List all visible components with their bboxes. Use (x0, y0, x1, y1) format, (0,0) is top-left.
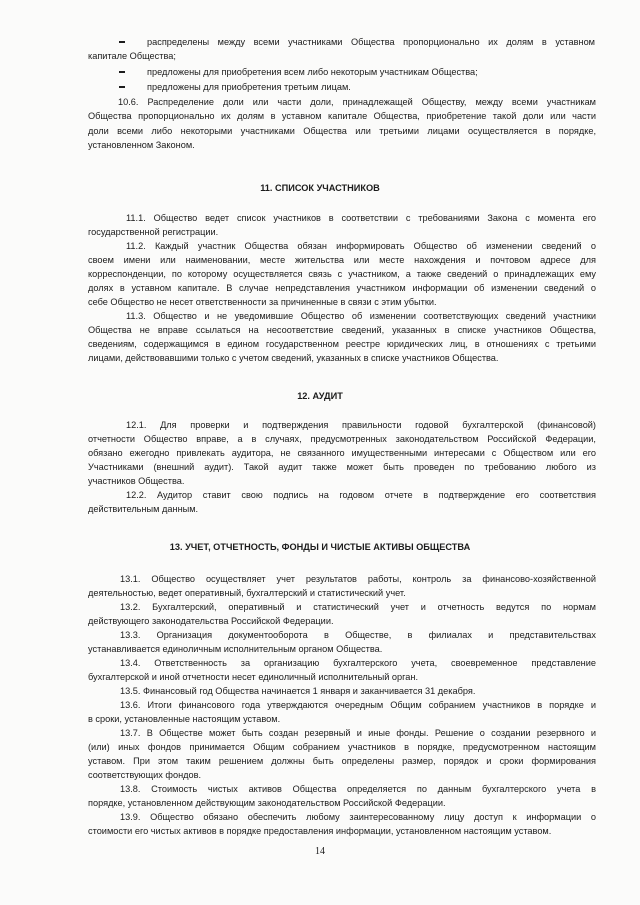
text-line: 12.2. Аудитор ставит свою подпись на годовом отчете в подтверждение его соответствия (126, 490, 596, 500)
bullet-dash (119, 41, 125, 43)
text-line: доли всеми либо некоторыми участниками Общества или третьими лицами осуществляется в порядке, (88, 126, 596, 136)
text-line: 13.9. Общество обязано обеспечить любому заинтересованному лицу доступ к информации о (120, 812, 596, 822)
text-line: государственной регистрации. (88, 227, 219, 237)
text-line: долях в уставном капитале. В случае непредставления участником информации об изменении сведений о (88, 283, 596, 293)
text-line: соответствующих фондов. (88, 770, 202, 780)
section-heading: 11. СПИСОК УЧАСТНИКОВ (260, 183, 380, 193)
section-heading: 13. УЧЕТ, ОТЧЕТНОСТЬ, ФОНДЫ И ЧИСТЫЕ АКТИВЫ ОБЩЕСТВА (169, 542, 471, 552)
bullet-dash (119, 86, 125, 88)
text-line: 12.1. Для проверки и подтверждения правильности годовой бухгалтерской (финансовой) (126, 420, 596, 430)
text-line: 13.1. Общество осуществляет учет результатов работы, контроль за финансово-хозяйственной (120, 574, 596, 584)
section-heading: 12. АУДИТ (297, 391, 343, 401)
bullet-dash (119, 71, 125, 73)
text-line: уставом. При этом таким решением должны быть определены размер, порядок и сроки формирования (88, 756, 596, 766)
text-line: 11.1. Общество ведет список участников в соответствии с требованиями Закона с момента его (126, 213, 596, 223)
text-line: 13.5. Финансовый год Общества начинается 1 января и заканчивается 31 декабря. (120, 686, 476, 696)
text-line: лицами, действовавшими только с учетом сведений, указанных в списке участников Общества. (88, 353, 499, 363)
text-line: отчетности Общество вправе, а в случаях, предусмотренных законодательством Российской Федерации, (88, 434, 596, 444)
text-line: Участниками (внешний аудит). Такой аудит также может быть проведен по требованию любого из (88, 462, 596, 472)
text-line: предложены для приобретения всем либо некоторым участникам Общества; (147, 67, 478, 77)
text-line: порядке, установленном действующим законодательством Российской Федерации. (88, 798, 446, 808)
text-line: устанавливается единоличным исполнительным органом Общества. (88, 644, 383, 654)
text-line: Общества пропорционально их долям в уставном капитале Общества, приобретение такой доли или части (88, 111, 596, 121)
text-line: корреспонденции, по которому осуществляется связь с участником, а также сведений о принадлежащих ему (88, 269, 596, 279)
text-line: 13.3. Организация документооборота в Обществе, в филиалах и представительствах (120, 630, 596, 640)
text-line: обязано ежегодно привлекать аудитора, не связанного имущественными интересами с Обществом или его (88, 448, 596, 458)
text-line: 13.2. Бухгалтерский, оперативный и статистический учет и отчетность ведутся по нормам (120, 602, 596, 612)
text-line: капитале Общества; (88, 51, 176, 61)
text-line: предложены для приобретения третьим лицам. (147, 82, 351, 92)
text-line: 13.4. Ответственность за организацию бухгалтерского учета, своевременное представление (120, 658, 596, 668)
text-line: Общества не вправе ссылаться на несоответствие сведений, указанных в списке участников Общества, (88, 325, 596, 335)
text-line: сведениям, содержащимся в едином государственном реестре юридических лиц, в отношениях с третьими (88, 339, 596, 349)
text-line: деятельностью, ведет оперативный, бухгалтерский и статистический учет. (88, 588, 406, 598)
text-line: себе Общество не несет ответственности за причиненные в связи с этим убытки. (88, 297, 437, 307)
text-line: действительным данным. (88, 504, 199, 514)
text-line: 10.6. Распределение доли или части доли, принадлежащей Обществу, между всеми участникам (118, 97, 596, 107)
text-line: (или) иных фондов принимается Общим собранием участников в порядке, предусмотренном настоящим (88, 742, 596, 752)
text-line: 11.3. Общество и не уведомившие Общество об изменении соответствующих сведений участники (126, 311, 596, 321)
text-line: распределены между всеми участниками Общества пропорционально их долям в уставном (147, 37, 595, 47)
text-line: 13.8. Стоимость чистых активов Общества определяется по данным бухгалтерского учета в (120, 784, 596, 794)
text-line: стоимости его чистых активов в порядке предоставления информации, установленном настоящим уставом. (88, 826, 552, 836)
text-line: бухгалтерской и иной отчетности несет единоличный исполнительный орган. (88, 672, 419, 682)
text-line: действующего законодательства Российской Федерации. (88, 616, 334, 626)
text-line: установленном Законом. (88, 140, 195, 150)
text-line: своем имени или наименовании, месте жительства или месте нахождения и почтовом адресе для (88, 255, 596, 265)
text-line: 13.7. В Обществе может быть создан резервный и иные фонды. Решение о создании резервного и (120, 728, 596, 738)
text-line: 13.6. Итоги финансового года утверждаются очередным Общим собранием участников в порядке и (120, 700, 596, 710)
text-line: в сроки, установленные настоящим уставом. (88, 714, 281, 724)
page-number: 14 (315, 846, 325, 857)
text-line: участников Общества. (88, 476, 185, 486)
text-line: 11.2. Каждый участник Общества обязан информировать Общество об изменении сведений о (126, 241, 596, 251)
